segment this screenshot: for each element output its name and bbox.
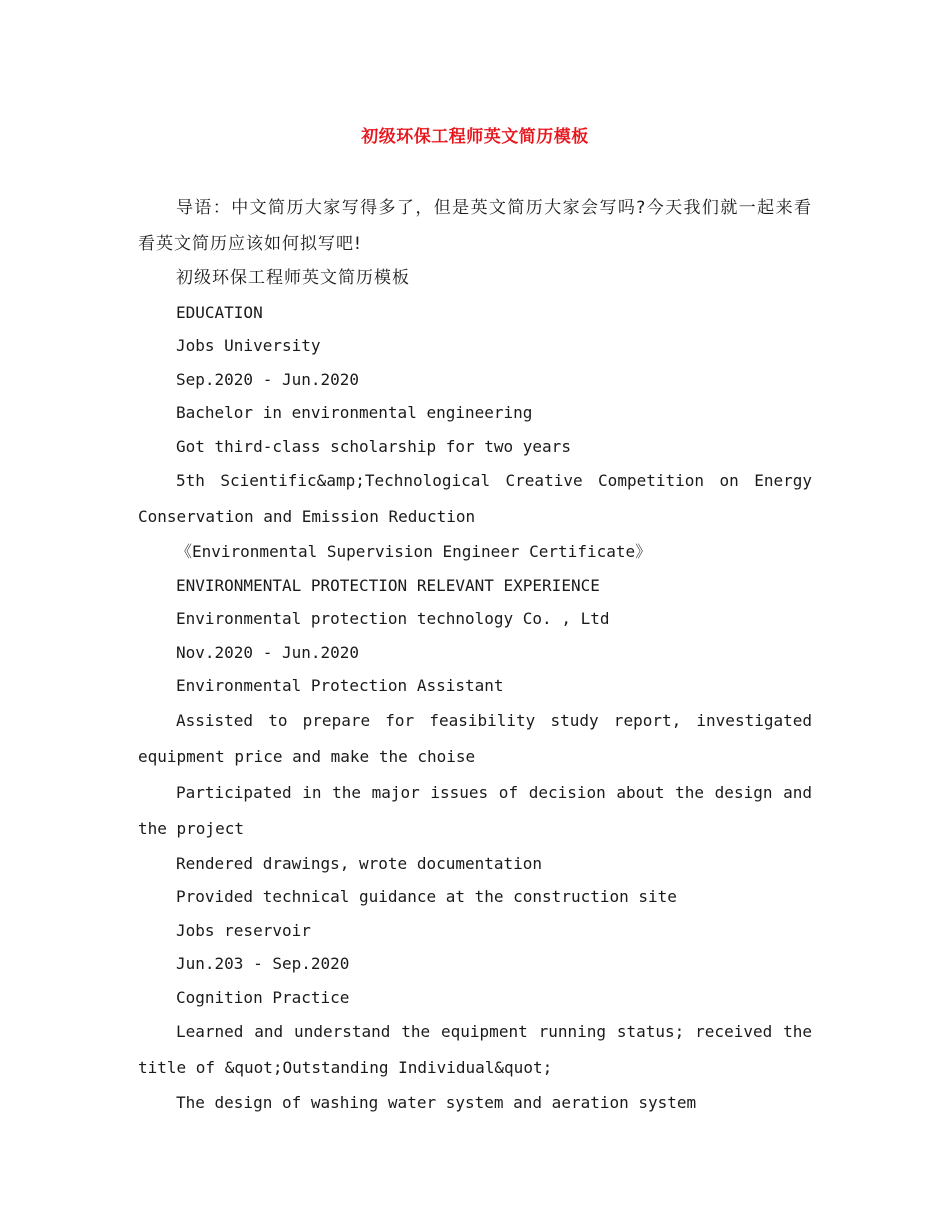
section-heading-experience: ENVIRONMENTAL PROTECTION RELEVANT EXPERIENCE: [176, 575, 600, 595]
company-dates: Nov.2020 - Jun.2020: [176, 642, 360, 662]
duty-decision: Participated in the major issues of decision about the design and the project: [138, 782, 812, 838]
practice-title: Cognition Practice: [176, 987, 350, 1007]
section-heading-education: EDUCATION: [176, 302, 263, 322]
resume-heading: 初级环保工程师英文简历模板: [176, 268, 410, 288]
document-body: [138, 190, 812, 1120]
document-title: 初级环保工程师英文简历模板: [361, 127, 589, 147]
certificate: 《Environmental Supervision Engineer Certificate》: [176, 542, 652, 561]
company-name: Environmental protection technology Co. , Ltd: [176, 609, 610, 628]
duty-guidance: Provided technical guidance at the construction site: [176, 887, 677, 906]
intro-paragraph: 导语：中文简历大家写得多了，但是英文简历大家会写吗?今天我们就一起来看看英文简历应该如何拟写吧!: [138, 198, 812, 254]
education-dates: Sep.2020 - Jun.2020: [176, 369, 360, 389]
school-name: Jobs University: [176, 336, 321, 355]
practice-place: Jobs reservoir: [176, 920, 311, 940]
practice-design: The design of washing water system and aeration system: [176, 1093, 697, 1112]
scholarship: Got third-class scholarship for two years: [176, 436, 571, 456]
duty-feasibility: Assisted to prepare for feasibility study report, investigated equipment price and make the choise: [138, 710, 812, 766]
practice-dates: Jun.203 - Sep.2020: [176, 954, 350, 973]
practice-result: Learned and understand the equipment running status; received the title of &quot;Outstanding Individual&quot;: [138, 1022, 812, 1077]
job-title: Environmental Protection Assistant: [176, 676, 504, 695]
degree: Bachelor in environmental engineering: [176, 403, 533, 422]
duty-drawings: Rendered drawings, wrote documentation: [176, 853, 543, 873]
competition: 5th Scientific&amp;Technological Creative Competition on Energy Conservation and Emission Reduction: [138, 471, 812, 526]
